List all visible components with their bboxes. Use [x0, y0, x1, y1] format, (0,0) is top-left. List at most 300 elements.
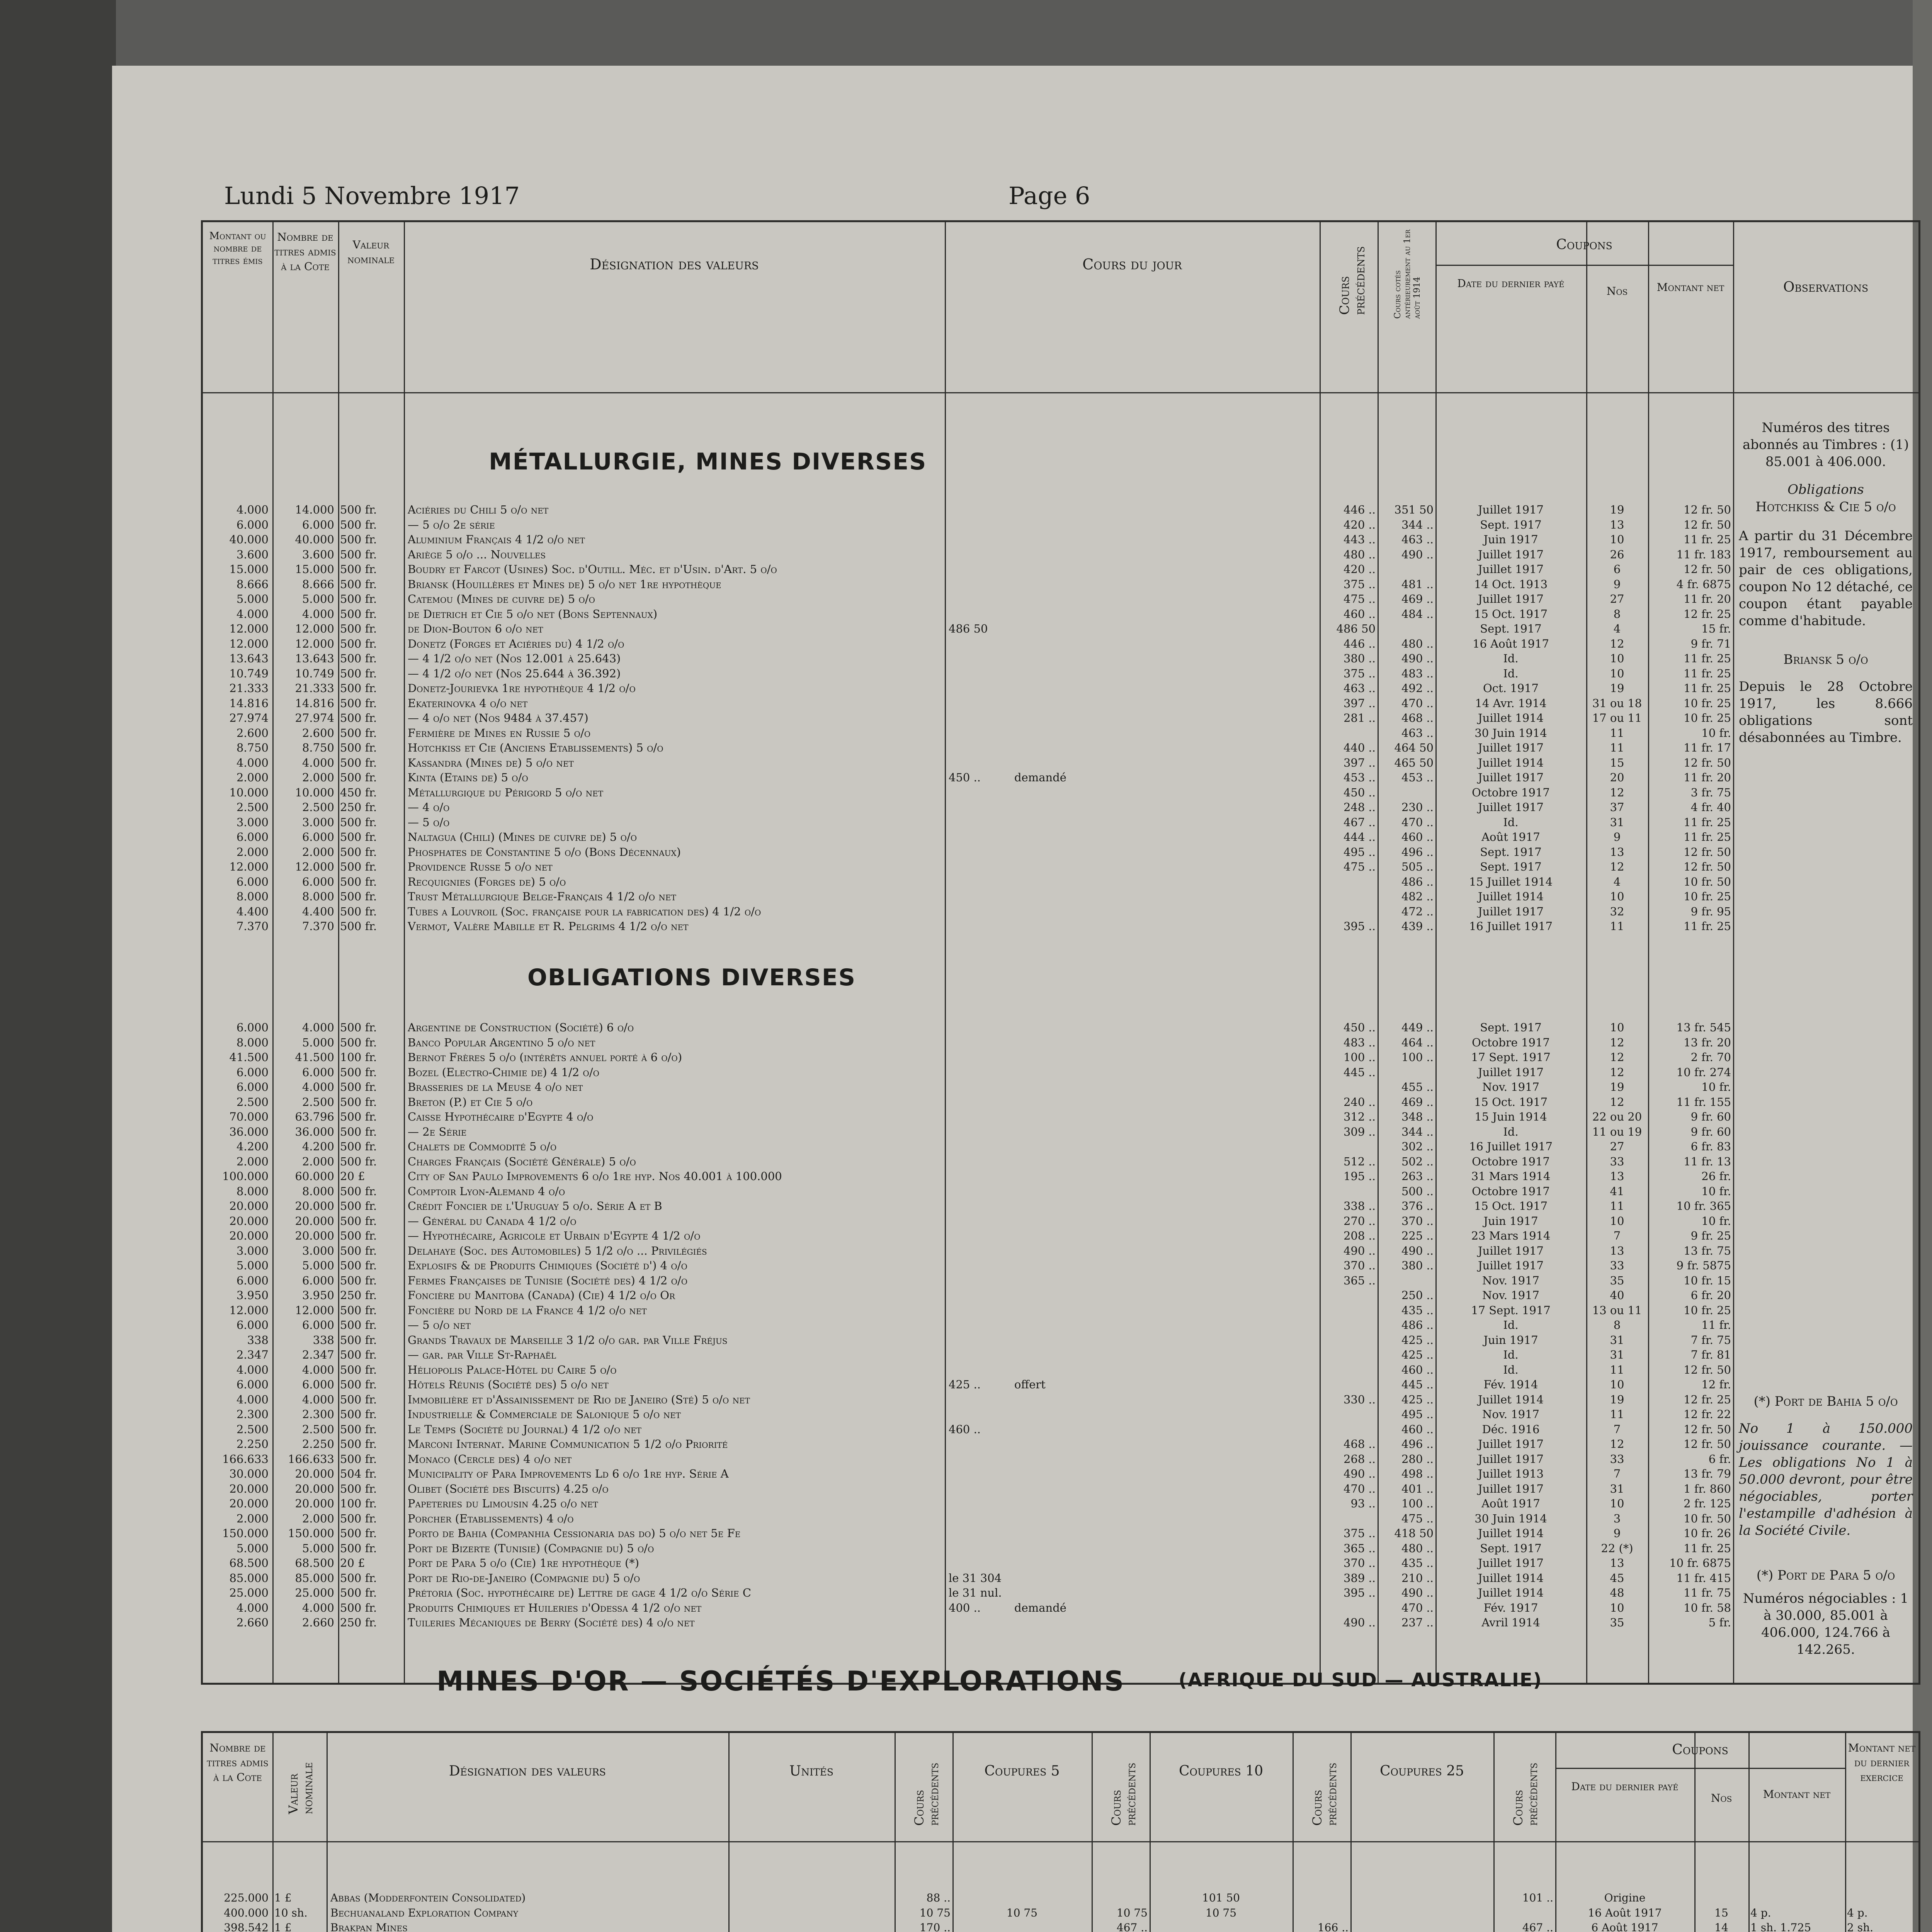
cell-cours-ant: 439 ..: [1401, 920, 1434, 933]
cell-montant-net: 11 fr. 20: [1684, 592, 1731, 605]
cell-date: Juin 1917: [1483, 533, 1538, 546]
cell-cours-ant: 210 ..: [1401, 1571, 1434, 1585]
cell-nombre: 14.000: [295, 503, 334, 516]
cell-date: 23 Mars 1914: [1471, 1229, 1551, 1242]
cell-date: 30 Juin 1914: [1475, 726, 1547, 740]
cell-date: Juillet 1914: [1478, 1586, 1544, 1599]
cell-cours-ant: 490 ..: [1401, 1586, 1434, 1599]
cell-montant: 2.500: [236, 1422, 269, 1436]
mines-col-nombre: Nombre de titres admis à la Cote: [207, 1742, 269, 1784]
cell-cours-prec: 370 ..: [1343, 1556, 1376, 1570]
cell-designation: Bechuanaland Exploration Company: [330, 1906, 519, 1919]
cell-cours-ant: 464 50: [1394, 741, 1434, 754]
mines-col-no: Nos: [1711, 1792, 1732, 1804]
table-row: [203, 1556, 1733, 1571]
cell-cours-ant: 495 ..: [1401, 1408, 1434, 1421]
table-row: [203, 666, 1733, 681]
table-row: [203, 1228, 1733, 1243]
table-row: [203, 562, 1733, 577]
cell-montant: 166.633: [222, 1452, 269, 1466]
cell-montant-net: 12 fr. 50: [1684, 1363, 1731, 1376]
cell-nombre: 2.300: [302, 1408, 334, 1421]
cell-exercice: 4 p.: [1847, 1906, 1868, 1919]
cell-nombre: 5.000: [302, 1036, 334, 1049]
cell-no: 4: [1613, 622, 1621, 635]
cell-designation: Grands Travaux de Marseille 3 1/2 o/o gar. par Ville Fréjus: [408, 1333, 728, 1347]
table-row: [203, 1422, 1733, 1437]
cell-montant: 15.000: [229, 563, 269, 576]
cell-designation: Hotchkiss et Cie (Anciens Etablissements) 5 o/o: [408, 741, 663, 754]
cell-no: 11: [1610, 726, 1624, 740]
cell-montant: 6.000: [236, 1318, 269, 1332]
cell-montant-net: 11 fr. 25: [1684, 815, 1731, 829]
cell-cours-prec: 490 ..: [1343, 1467, 1376, 1480]
cell-nombre: 4.000: [302, 756, 334, 769]
cell-montant-net: 12 fr. 50: [1684, 756, 1731, 769]
cell-nombre: 8.000: [302, 1184, 334, 1198]
cell-montant-net: 9 fr. 71: [1690, 637, 1731, 650]
cell-no: 48: [1610, 1586, 1624, 1599]
cell-nombre: 12.000: [295, 860, 334, 873]
cell-designation: Porcher (Etablissements) 4 o/o: [408, 1512, 574, 1525]
cell-cours-ant: 460 ..: [1401, 1363, 1434, 1376]
cell-date: Octobre 1917: [1472, 1184, 1550, 1198]
cell-montant-net: 12 fr. 50: [1684, 845, 1731, 859]
cell-cours-ant: 484 ..: [1401, 607, 1434, 621]
cell-no: 9: [1613, 830, 1621, 844]
cell-date: Nov. 1917: [1482, 1289, 1540, 1302]
cell-date: Id.: [1503, 1363, 1519, 1376]
cell-date: Juillet 1917: [1478, 1556, 1544, 1570]
table-row: [203, 1258, 1733, 1273]
cell-date: Id.: [1503, 652, 1519, 665]
cell-designation: — 2e Série: [408, 1125, 467, 1138]
cell-no: 31: [1610, 1482, 1624, 1495]
cell-montant-net: 6 fr. 20: [1690, 1289, 1731, 1302]
cell-valeur: 20 £: [340, 1556, 365, 1570]
cell-cours-prec: 268 ..: [1343, 1452, 1376, 1466]
cell-valeur: 500 fr.: [340, 696, 377, 710]
cell-date: Juillet 1914: [1478, 1527, 1544, 1540]
cell-designation: Bozel (Electro-Chimie de) 4 1/2 o/o: [408, 1065, 599, 1079]
table-row: [203, 1891, 1918, 1906]
cell-cours-ant: 500 ..: [1401, 1184, 1434, 1198]
cell-nombre: 6.000: [302, 1318, 334, 1332]
cell-montant-net: 11 fr. 25: [1684, 533, 1731, 546]
cell-nombre: 6.000: [302, 518, 334, 531]
table-row: [203, 651, 1733, 666]
cell-date: 14 Oct. 1913: [1474, 577, 1548, 591]
cell-designation: de Dietrich et Cie 5 o/o net (Bons Septennaux): [408, 607, 658, 621]
cell-no: 13 ou 11: [1592, 1303, 1642, 1317]
cell-montant-net: 12 fr. 50: [1684, 563, 1731, 576]
table-row: [203, 1347, 1733, 1362]
cell-date: 31 Mars 1914: [1471, 1170, 1551, 1183]
table-row: [203, 1526, 1733, 1541]
cell-valeur: 500 fr.: [340, 1155, 377, 1168]
table-row: [203, 800, 1733, 815]
cell-nombre: 5.000: [302, 1259, 334, 1272]
cell-designation: Abbas (Modderfontein Consolidated): [330, 1891, 526, 1904]
mines-col-montant-net: Montant net: [1763, 1788, 1831, 1801]
cell-nombre: 4.200: [302, 1140, 334, 1153]
cell-designation: Kinta (Etains de) 5 o/o: [408, 771, 528, 784]
cell-valeur: 500 fr.: [340, 622, 377, 635]
cell-cours-note: demandé: [1014, 771, 1066, 784]
cell-no: 41: [1610, 1184, 1624, 1198]
cell-cours-prec: 486 50: [1336, 622, 1376, 635]
cell-no: 22 (*): [1601, 1541, 1633, 1555]
cell-date: 15 Oct. 1917: [1474, 607, 1548, 621]
cell-nombre: 13.643: [295, 652, 334, 665]
cell-no: 19: [1610, 503, 1624, 516]
cell-no: 19: [1610, 1393, 1624, 1406]
cell-designation: Breton (P.) et Cie 5 o/o: [408, 1095, 533, 1109]
cell-designation: — 4 1/2 o/o net (Nos 12.001 à 25.643): [408, 652, 621, 665]
cell-no: 7: [1613, 1229, 1621, 1242]
cell-designation: Municipality of Para Improvements Ld 6 o/o 1re hyp. Série A: [408, 1467, 729, 1480]
cell-valeur: 500 fr.: [340, 1378, 377, 1391]
cell-nombre: 4.000: [302, 607, 334, 621]
table-row: [203, 1511, 1733, 1526]
table-row: [203, 1571, 1733, 1586]
cell-designation: — 4 o/o: [408, 801, 450, 814]
table-row: [203, 889, 1733, 904]
cell-cours-prec: 375 ..: [1343, 1527, 1376, 1540]
table-row: [203, 711, 1733, 726]
cell-designation: Industrielle & Commerciale de Salonique 5 o/o net: [408, 1408, 681, 1421]
cell-date: Juillet 1917: [1478, 1244, 1544, 1257]
table-row: [203, 1184, 1733, 1199]
mines-col-cours2: Cours précédents: [1109, 1762, 1138, 1826]
cell-cours-ant: 230 ..: [1401, 801, 1434, 814]
cell-montant-net: 10 fr. 25: [1684, 890, 1731, 903]
cell-nombre: 2.000: [302, 1155, 334, 1168]
cell-designation: Donetz (Forges et Aciéries du) 4 1/2 o/o: [408, 637, 624, 650]
cell-montant-net: 4 p.: [1750, 1906, 1771, 1919]
cell-date: 17 Sept. 1917: [1471, 1051, 1551, 1064]
cell-montant: 85.000: [229, 1571, 269, 1585]
cell-montant-net: 4 fr. 6875: [1676, 577, 1731, 591]
table-row: [203, 1139, 1733, 1154]
cell-montant-net: 12 fr. 22: [1684, 1408, 1731, 1421]
cell-valeur: 500 fr.: [340, 518, 377, 531]
cell-cours-prec: 397 ..: [1343, 756, 1376, 769]
cell-date: 16 Août 1917: [1588, 1906, 1662, 1919]
cell-cours-ant: 435 ..: [1401, 1303, 1434, 1317]
cell-no: 9: [1613, 577, 1621, 591]
cell-no: 7: [1613, 1422, 1621, 1436]
cell-nombre: 7.370: [302, 920, 334, 933]
cell-cours-prec: 453 ..: [1343, 771, 1376, 784]
cell-cours-jour: 486 50: [949, 622, 988, 635]
mines-table: [201, 1731, 1920, 1932]
cell-designation: Héliopolis Palace-Hôtel du Caire 5 o/o: [408, 1363, 617, 1376]
cell-date: 16 Août 1917: [1473, 637, 1549, 650]
cell-montant: 12.000: [229, 622, 269, 635]
cell-cours-prec: 445 ..: [1343, 1065, 1376, 1079]
cell-valeur: 500 fr.: [340, 1199, 377, 1213]
cell-cours-ant: 237 ..: [1401, 1616, 1434, 1629]
cell-date: Juin 1917: [1483, 1333, 1538, 1347]
cell-date: Sept. 1917: [1480, 518, 1542, 531]
cell-designation: Delahaye (Soc. des Automobiles) 5 1/2 o/o ... Privilégiés: [408, 1244, 707, 1257]
cell-designation: Kassandra (Mines de) 5 o/o net: [408, 756, 574, 769]
cell-no: 13: [1610, 1556, 1624, 1570]
cell-no: 13: [1610, 518, 1624, 531]
cell-montant-net: 26 fr.: [1701, 1170, 1731, 1183]
col-cours-jour: Cours du jour: [1082, 256, 1182, 273]
cell-cours-prec: 420 ..: [1343, 563, 1376, 576]
cell-nombre: 20.000: [295, 1467, 334, 1480]
mines-col-coupures10: Coupures 10: [1179, 1763, 1263, 1779]
cell-montant: 36.000: [229, 1125, 269, 1138]
cell-nombre: 166.633: [288, 1452, 334, 1466]
cell-montant-net: 10 fr. 25: [1684, 696, 1731, 710]
cell-designation: Olibet (Société des Biscuits) 4.25 o/o: [408, 1482, 609, 1495]
table-row: [203, 1407, 1733, 1422]
cell-valeur: 500 fr.: [340, 1437, 377, 1451]
table-row: [203, 1243, 1733, 1259]
cell-valeur: 500 fr.: [340, 563, 377, 576]
cell-designation: Trust Métallurgique Belge-Français 4 1/2 o/o net: [408, 890, 676, 903]
cell-cours-ant: 463 ..: [1401, 533, 1434, 546]
cell-date: Nov. 1917: [1482, 1080, 1540, 1094]
cell-nombre: 400.000: [224, 1906, 269, 1919]
cell-valeur: 500 fr.: [340, 920, 377, 933]
newspaper-page: [112, 66, 1916, 1932]
table-row: [203, 726, 1733, 741]
cell-valeur: 500 fr.: [340, 860, 377, 873]
cell-no: 15: [1610, 756, 1624, 769]
cell-cours-ant: 496 ..: [1401, 1437, 1434, 1451]
cell-cours-ant: 483 ..: [1401, 667, 1434, 680]
cell-montant: 8.000: [236, 890, 269, 903]
cell-cours-ant: 468 ..: [1401, 711, 1434, 724]
cell-date: Juillet 1917: [1478, 503, 1544, 516]
cell-montant-net: 12 fr. 50: [1684, 503, 1731, 516]
cell-no: 12: [1610, 786, 1624, 799]
cell-date: Fév. 1917: [1483, 1601, 1538, 1614]
cell-montant-net: 7 fr. 75: [1690, 1333, 1731, 1347]
cell-valeur: 100 fr.: [340, 1051, 377, 1064]
cell-nombre: 6.000: [302, 1274, 334, 1287]
cell-cours-prec: 463 ..: [1343, 682, 1376, 695]
cell-montant-net: 7 fr. 81: [1690, 1348, 1731, 1361]
table-row: [203, 1377, 1733, 1392]
cell-cours-prec: 365 ..: [1343, 1541, 1376, 1555]
cell-montant-net: 10 fr. 15: [1684, 1274, 1731, 1287]
cell-valeur: 500 fr.: [340, 503, 377, 516]
cell-valeur: 1 £: [274, 1891, 292, 1904]
cell-montant: 338: [247, 1333, 269, 1347]
cell-date: Octobre 1917: [1472, 786, 1550, 799]
cell-no: 8: [1613, 607, 1621, 621]
cell-montant-net: 11 fr. 25: [1684, 682, 1731, 695]
cell-montant-net: 11 fr. 25: [1684, 920, 1731, 933]
cell-valeur: 500 fr.: [340, 890, 377, 903]
table-row: [203, 1199, 1733, 1214]
cell-designation: — 5 o/o net: [408, 1318, 471, 1332]
cell-nombre: 60.000: [295, 1170, 334, 1183]
cell-cours-ant: 280 ..: [1401, 1452, 1434, 1466]
cell-montant: 2.500: [236, 801, 269, 814]
cell-date: Juillet 1917: [1478, 801, 1544, 814]
obs-bahia-text: No 1 à 150.000 jouissance courante. — Les obligations No 1 à 50.000 devront, pour être négociables, porter l'estampille d'adhésion à la Société Civile.: [1739, 1421, 1913, 1538]
cell-cours-prec: 483 ..: [1343, 1036, 1376, 1049]
cell-designation: Ekaterinovka 4 o/o net: [408, 696, 528, 710]
cell-cours-ant: 469 ..: [1401, 1095, 1434, 1109]
cell-cours-ant: 502 ..: [1401, 1155, 1434, 1168]
cell-montant-net: 11 fr. 25: [1684, 1541, 1731, 1555]
cell-montant-net: 12 fr. 25: [1684, 1393, 1731, 1406]
cell-date: Déc. 1916: [1482, 1422, 1540, 1436]
cell-cours1: 10 75: [919, 1906, 951, 1919]
cell-cours-prec: 338 ..: [1343, 1199, 1376, 1213]
cell-date: Nov. 1917: [1482, 1274, 1540, 1287]
cell-montant-net: 10 fr.: [1701, 726, 1731, 740]
cell-cours-prec: 512 ..: [1343, 1155, 1376, 1168]
obs-obligations-title: Obligations: [1787, 482, 1864, 497]
cell-designation: Brakpan Mines: [330, 1921, 408, 1932]
cell-date: Juillet 1917: [1478, 1437, 1544, 1451]
cell-designation: Porto de Bahia (Companhia Cessionaria das do) 5 o/o net 5e Fe: [408, 1527, 741, 1540]
cell-no: 12: [1610, 1437, 1624, 1451]
cell-montant: 3.000: [236, 1244, 269, 1257]
cell-montant-net: 10 fr.: [1701, 1080, 1731, 1094]
cell-valeur: 500 fr.: [340, 1393, 377, 1406]
cell-designation: Port de Para 5 o/o (Cie) 1re hypothèque (*): [408, 1556, 639, 1570]
cell-montant: 14.816: [229, 696, 269, 710]
cell-montant-net: 11 fr. 155: [1676, 1095, 1731, 1109]
cell-date: Id.: [1503, 1318, 1519, 1332]
cell-nombre: 20.000: [295, 1214, 334, 1228]
table-row: [203, 1303, 1733, 1318]
cell-montant: 2.000: [236, 1155, 269, 1168]
cell-designation: Tubes a Louvroil (Soc. française pour la fabrication des) 4 1/2 o/o: [408, 905, 761, 918]
cell-montant: 8.000: [236, 1184, 269, 1198]
cell-valeur: 500 fr.: [340, 1363, 377, 1376]
cell-no: 11: [1610, 920, 1624, 933]
cell-cours3: 166 ..: [1317, 1921, 1349, 1932]
cell-cours-ant: 418 50: [1394, 1527, 1434, 1540]
cell-designation: Crédit Foncier de l'Uruguay 5 o/o. Série A et B: [408, 1199, 662, 1213]
cell-designation: — 4 1/2 o/o net (Nos 25.644 à 36.392): [408, 667, 621, 680]
cell-date: Juillet 1917: [1478, 771, 1544, 784]
cell-cours-ant: 455 ..: [1401, 1080, 1434, 1094]
cell-no: 22 ou 20: [1592, 1110, 1642, 1123]
table-row: [203, 1035, 1733, 1050]
cell-date: 15 Oct. 1917: [1474, 1095, 1548, 1109]
page-number: Page 6: [1009, 182, 1090, 210]
cell-montant: 8.000: [236, 1036, 269, 1049]
cell-designation: Argentine de Construction (Société) 6 o/o: [408, 1021, 634, 1034]
cell-valeur: 500 fr.: [340, 577, 377, 591]
cell-date: 30 Juin 1914: [1475, 1512, 1547, 1525]
cell-montant: 2.600: [236, 726, 269, 740]
mines-title: MINES D'OR — SOCIÉTÉS D'EXPLORATIONS: [437, 1665, 1125, 1697]
cell-designation: Naltagua (Chili) (Mines de cuivre de) 5 o/o: [408, 830, 637, 844]
cell-nombre: 2.500: [302, 801, 334, 814]
cell-no: 20: [1610, 771, 1624, 784]
cell-montant-net: 10 fr. 6875: [1669, 1556, 1731, 1570]
cell-valeur: 500 fr.: [340, 667, 377, 680]
table-row: [203, 755, 1733, 770]
metallurgie-rows: [203, 502, 1733, 934]
cell-montant-net: 11 fr.: [1701, 1318, 1731, 1332]
table-row: [203, 919, 1733, 934]
cell-nombre: 3.950: [302, 1289, 334, 1302]
cell-nombre: 2.500: [302, 1422, 334, 1436]
table-row: [203, 904, 1733, 919]
mines-col-exercice: Montant net du dernier exercice: [1848, 1742, 1916, 1784]
cell-cours-ant: 490 ..: [1401, 548, 1434, 561]
cell-montant-net: 11 fr. 20: [1684, 771, 1731, 784]
cell-cours-prec: 312 ..: [1343, 1110, 1376, 1123]
cell-montant: 3.600: [236, 548, 269, 561]
mines-col-date: Date du dernier payé: [1571, 1780, 1679, 1793]
cell-nombre: 2.250: [302, 1437, 334, 1451]
mines-col-coupures5: Coupures 5: [984, 1763, 1060, 1779]
cell-date: Juillet 1917: [1478, 563, 1544, 576]
table-row: [203, 1065, 1733, 1080]
cell-exercice: 2 sh.: [1847, 1921, 1874, 1932]
cell-valeur: 500 fr.: [340, 533, 377, 546]
cell-cours-ant: 348 ..: [1401, 1110, 1434, 1123]
cell-designation: Caisse Hypothécaire d'Egypte 4 o/o: [408, 1110, 594, 1123]
table-row: [203, 1050, 1733, 1065]
cell-no: 11: [1610, 741, 1624, 754]
cell-montant: 5.000: [236, 1541, 269, 1555]
cell-cours-ant: 481 ..: [1401, 577, 1434, 591]
cell-valeur: 20 £: [340, 1170, 365, 1183]
cell-montant: 2.000: [236, 771, 269, 784]
cell-valeur: 500 fr.: [340, 1214, 377, 1228]
cell-cours-prec: 495 ..: [1343, 845, 1376, 859]
cell-no: 10: [1610, 652, 1624, 665]
cell-valeur: 504 fr.: [340, 1467, 377, 1480]
cell-valeur: 500 fr.: [340, 905, 377, 918]
mines-col-cours3: Cours précédents: [1310, 1762, 1339, 1826]
cell-montant: 41.500: [229, 1051, 269, 1064]
cell-designation: — 4 o/o net (Nos 9484 à 37.457): [408, 711, 588, 724]
cell-valeur: 500 fr.: [340, 1229, 377, 1242]
cell-cours-prec: 281 ..: [1343, 711, 1376, 724]
cell-no: 33: [1610, 1452, 1624, 1466]
cell-cours-prec: 444 ..: [1343, 830, 1376, 844]
cell-montant: 6.000: [236, 1274, 269, 1287]
cell-valeur: 500 fr.: [340, 726, 377, 740]
cell-valeur: 500 fr.: [340, 592, 377, 605]
cell-nombre: 3.600: [302, 548, 334, 561]
cell-no: 27: [1610, 1140, 1624, 1153]
cell-montant-net: 9 fr. 60: [1690, 1125, 1731, 1138]
cell-cours-ant: 465 50: [1394, 756, 1434, 769]
mines-col-cours4: Cours précédents: [1511, 1762, 1540, 1826]
mines-subtitle: (AFRIQUE DU SUD — AUSTRALIE): [1179, 1669, 1543, 1691]
cell-montant-net: 10 fr.: [1701, 1184, 1731, 1198]
cell-nombre: 6.000: [302, 830, 334, 844]
cell-montant-net: 10 fr. 274: [1676, 1065, 1731, 1079]
cell-no: 8: [1613, 1318, 1621, 1332]
cell-nombre: 4.000: [302, 1393, 334, 1406]
cell-cours-prec: 195 ..: [1343, 1170, 1376, 1183]
cell-cours-ant: 425 ..: [1401, 1393, 1434, 1406]
cell-no: 13: [1610, 845, 1624, 859]
cell-designation: Aciéries du Chili 5 o/o net: [408, 503, 549, 516]
cell-cours-ant: 482 ..: [1401, 890, 1434, 903]
cell-nombre: 5.000: [302, 1541, 334, 1555]
